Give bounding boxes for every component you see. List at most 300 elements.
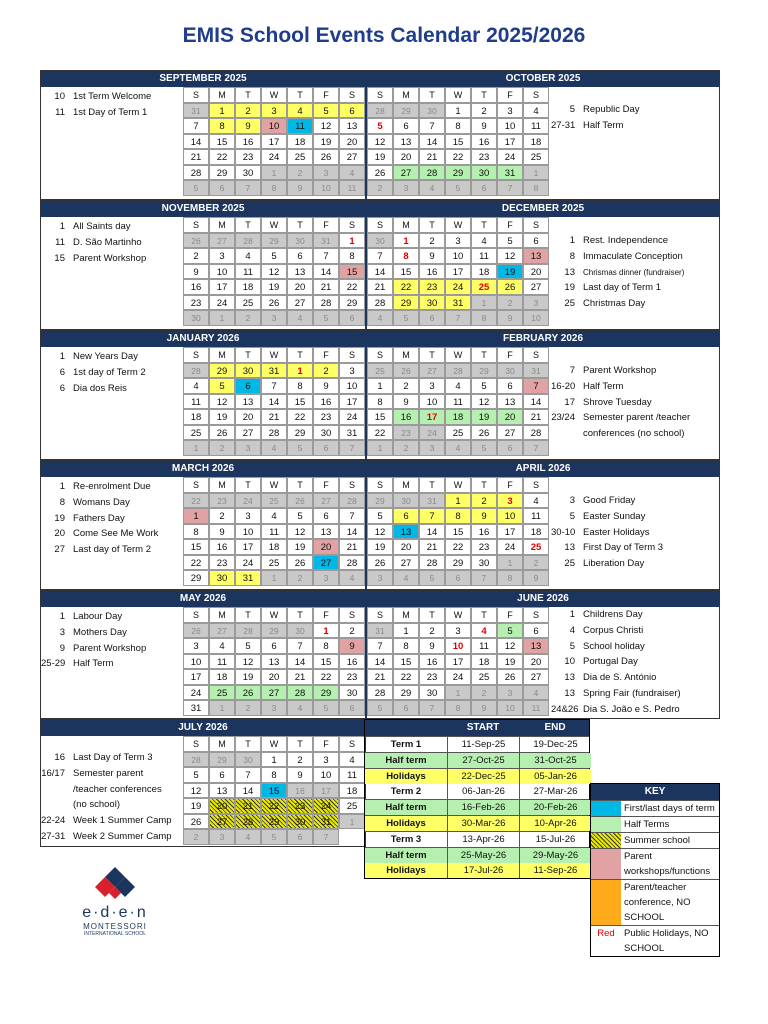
day-cell: 22 (445, 149, 471, 165)
day-cell: 28 (339, 555, 365, 571)
event-name: Fathers Day (73, 512, 125, 524)
day-cell: 9 (523, 570, 549, 586)
weekday-header: F (497, 477, 523, 493)
weekday-header: S (367, 607, 393, 623)
event-name: Week 1 Summer Camp (73, 815, 172, 826)
day-cell: 17 (497, 524, 523, 540)
event-name: Semester parent /teacher (583, 412, 691, 424)
event-date: 23/24 (551, 412, 575, 424)
day-cell: 4 (209, 638, 235, 654)
weekday-header: F (497, 87, 523, 103)
event-name: Womans Day (73, 496, 130, 508)
day-cell: 6 (339, 700, 365, 716)
term-start: 11-Sep-25 (447, 737, 519, 752)
day-cell: 7 (497, 180, 523, 196)
month-header: NOVEMBER 2025 (41, 201, 365, 217)
event-item (551, 540, 719, 556)
day-cell: 4 (183, 378, 209, 394)
term-label: Holidays (365, 769, 447, 784)
day-cell: 30 (419, 103, 445, 119)
day-cell: 3 (419, 440, 445, 456)
weekday-header: S (339, 217, 365, 233)
day-cell: 6 (261, 638, 287, 654)
key-item (591, 879, 719, 925)
day-cell: 5 (183, 767, 209, 783)
event-name: 1st Day of Term 1 (73, 106, 148, 118)
term-start: 30-Mar-26 (447, 816, 519, 831)
calendar-row-3 (40, 330, 720, 460)
day-cell: 9 (313, 378, 339, 394)
event-date: 15 (54, 252, 65, 264)
event-date: 7 (569, 365, 575, 376)
day-cell: 18 (183, 409, 209, 425)
day-cell: 26 (471, 425, 497, 441)
day-cell: 18 (523, 134, 549, 150)
day-cell: 8 (313, 638, 339, 654)
day-cell: 25 (445, 425, 471, 441)
day-cell: 26 (393, 363, 419, 379)
day-cell: 23 (339, 669, 365, 685)
month-header: MAY 2026 (41, 591, 365, 607)
day-cell: 17 (445, 264, 471, 280)
day-cell: 9 (183, 264, 209, 280)
day-cell: 6 (209, 767, 235, 783)
event-item (41, 381, 181, 397)
day-cell: 30 (183, 310, 209, 326)
term-row (365, 799, 589, 815)
day-cell: 24 (445, 279, 471, 295)
day-cell: 5 (235, 638, 261, 654)
day-cell: 10 (497, 700, 523, 716)
day-cell: 22 (209, 149, 235, 165)
day-cell: 24 (419, 425, 445, 441)
month-header: DECEMBER 2025 (367, 201, 719, 217)
event-date: 10 (564, 656, 575, 668)
day-cell: 26 (287, 493, 313, 509)
event-date: 6 (59, 382, 65, 394)
day-cell: 6 (523, 623, 549, 639)
event-name: Corpus Christi (583, 624, 644, 636)
day-cell: 22 (183, 493, 209, 509)
event-item (551, 639, 719, 655)
day-cell: 30 (419, 685, 445, 701)
day-cell: 1 (209, 310, 235, 326)
event-item (551, 556, 719, 572)
day-cell: 16 (471, 134, 497, 150)
day-cell: 16 (209, 539, 235, 555)
event-name: /teacher conferences (73, 783, 162, 795)
event-item (41, 609, 181, 625)
day-cell: 22 (183, 555, 209, 571)
day-cell: 20 (235, 409, 261, 425)
event-date: 19 (564, 282, 575, 294)
day-cell: 13 (523, 638, 549, 654)
day-cell: 11 (339, 767, 365, 783)
day-cell: 2 (183, 829, 209, 845)
day-cell: 3 (523, 295, 549, 311)
day-cell: 18 (209, 669, 235, 685)
day-cell: 25 (183, 425, 209, 441)
month-grid (183, 736, 365, 845)
month-grid (183, 477, 365, 586)
day-cell: 29 (287, 425, 313, 441)
event-name: New Years Day (73, 351, 138, 362)
key-item (591, 816, 719, 832)
weekday-header: F (313, 736, 339, 752)
day-cell: 16 (419, 264, 445, 280)
day-cell: 5 (445, 180, 471, 196)
day-cell: 30 (287, 233, 313, 249)
day-cell: 20 (209, 798, 235, 814)
event-item (41, 526, 181, 542)
day-cell: 11 (339, 180, 365, 196)
day-cell: 27 (313, 555, 339, 571)
weekday-header: M (209, 347, 235, 363)
day-cell: 2 (393, 440, 419, 456)
day-cell: 11 (523, 508, 549, 524)
day-cell: 30 (235, 752, 261, 768)
day-cell: 27 (209, 233, 235, 249)
logo-word: e·d·e·n (82, 904, 148, 921)
weekday-header: M (209, 87, 235, 103)
weekday-header: T (235, 347, 261, 363)
day-cell: 19 (497, 264, 523, 280)
day-cell: 30 (287, 623, 313, 639)
month-grid (367, 217, 549, 326)
event-name: Half Term (583, 380, 624, 392)
term-end: 31-Oct-25 (519, 753, 591, 768)
month-grid (183, 607, 365, 716)
day-cell: 26 (367, 165, 393, 181)
event-name: First Day of Term 3 (583, 542, 664, 554)
weekday-header: F (313, 477, 339, 493)
day-cell: 4 (419, 180, 445, 196)
day-cell: 17 (339, 394, 365, 410)
day-cell: 20 (497, 409, 523, 425)
day-cell: 11 (471, 248, 497, 264)
day-cell: 3 (209, 829, 235, 845)
day-cell: 19 (471, 409, 497, 425)
weekday-header: S (367, 477, 393, 493)
day-cell: 7 (313, 248, 339, 264)
weekday-header: M (393, 607, 419, 623)
term-row (365, 752, 589, 768)
day-cell: 4 (445, 440, 471, 456)
month-header: MARCH 2026 (41, 461, 365, 477)
day-cell: 16 (183, 279, 209, 295)
key-label: Summer school (624, 835, 690, 846)
day-cell: 4 (523, 103, 549, 119)
event-name: Rest. Independence (583, 235, 669, 246)
key-label: First/last days of term (624, 803, 715, 814)
event-name: Parent Workshop (73, 642, 147, 654)
day-cell: 25 (235, 295, 261, 311)
day-cell: 1 (183, 440, 209, 456)
day-cell: 1 (183, 508, 209, 524)
day-cell: 26 (235, 685, 261, 701)
day-cell: 1 (261, 570, 287, 586)
day-cell: 19 (497, 654, 523, 670)
day-cell: 4 (393, 570, 419, 586)
day-cell: 10 (497, 508, 523, 524)
day-cell: 18 (471, 264, 497, 280)
weekday-header: W (261, 736, 287, 752)
day-cell: 3 (235, 440, 261, 456)
day-cell: 5 (209, 378, 235, 394)
event-date: 5 (569, 104, 575, 115)
day-cell: 9 (471, 508, 497, 524)
day-cell: 17 (445, 654, 471, 670)
key-swatch: Red (597, 928, 615, 939)
day-cell: 29 (445, 555, 471, 571)
event-name: (no school) (73, 799, 120, 811)
day-cell: 27 (523, 279, 549, 295)
month-header: FEBRUARY 2026 (367, 331, 719, 347)
key-item (591, 925, 719, 956)
day-cell: 19 (287, 539, 313, 555)
day-cell: 2 (183, 248, 209, 264)
term-end: 20-Feb-26 (519, 800, 591, 815)
weekday-header: S (183, 217, 209, 233)
day-cell: 15 (339, 264, 365, 280)
day-cell: 23 (393, 425, 419, 441)
weekday-header: T (287, 87, 313, 103)
calendar-row-4 (40, 460, 720, 590)
day-cell: 5 (497, 233, 523, 249)
day-cell: 5 (261, 829, 287, 845)
day-cell: 4 (339, 752, 365, 768)
key-legend (590, 783, 720, 957)
day-cell: 3 (497, 493, 523, 509)
day-cell: 21 (313, 279, 339, 295)
day-cell: 8 (445, 118, 471, 134)
day-cell: 2 (313, 363, 339, 379)
day-cell: 2 (471, 685, 497, 701)
event-name: Dia de S. António (583, 672, 657, 683)
day-cell: 30 (471, 165, 497, 181)
day-cell: 27 (419, 363, 445, 379)
day-cell: 29 (445, 165, 471, 181)
weekday-header: M (393, 477, 419, 493)
day-cell: 15 (445, 524, 471, 540)
weekday-header: S (339, 87, 365, 103)
weekday-header: T (419, 477, 445, 493)
event-item (41, 782, 181, 798)
day-cell: 18 (445, 409, 471, 425)
day-cell: 15 (393, 654, 419, 670)
term-end: 29-May-26 (519, 848, 591, 863)
day-cell: 31 (419, 493, 445, 509)
day-cell: 3 (339, 363, 365, 379)
weekday-header: S (367, 217, 393, 233)
day-cell: 7 (419, 700, 445, 716)
event-item (41, 797, 181, 813)
event-date: 30-10 (551, 526, 576, 538)
day-cell: 3 (209, 248, 235, 264)
day-cell: 8 (339, 248, 365, 264)
day-cell: 31 (235, 570, 261, 586)
event-name: D. São Martinho (73, 236, 142, 248)
event-name: Immaculate Conception (583, 250, 683, 262)
term-row (365, 862, 589, 878)
events-list-sep (41, 89, 181, 121)
event-date: 16/17 (41, 767, 65, 779)
weekday-header: T (235, 607, 261, 623)
weekday-header: S (183, 347, 209, 363)
event-item (41, 251, 181, 267)
day-cell: 24 (497, 539, 523, 555)
day-cell: 7 (523, 378, 549, 394)
day-cell: 14 (339, 524, 365, 540)
day-cell: 25 (339, 798, 365, 814)
day-cell: 5 (261, 248, 287, 264)
day-cell: 13 (261, 654, 287, 670)
weekday-header: W (445, 87, 471, 103)
day-cell: 30 (393, 493, 419, 509)
day-cell: 5 (471, 440, 497, 456)
day-cell: 20 (523, 264, 549, 280)
day-cell: 1 (209, 700, 235, 716)
weekday-header: S (523, 347, 549, 363)
day-cell: 6 (209, 180, 235, 196)
month-header: APRIL 2026 (367, 461, 719, 477)
event-date: 5 (569, 510, 575, 522)
day-cell: 11 (261, 524, 287, 540)
weekday-header: W (445, 347, 471, 363)
weekday-header: M (209, 736, 235, 752)
day-cell: 13 (497, 394, 523, 410)
day-cell: 11 (287, 118, 313, 134)
weekday-header: W (445, 477, 471, 493)
day-cell: 6 (471, 180, 497, 196)
key-swatch (591, 801, 621, 816)
start-header: START (466, 722, 500, 733)
day-cell: 31 (313, 814, 339, 830)
day-cell: 25 (209, 685, 235, 701)
day-cell: 4 (287, 103, 313, 119)
day-cell: 31 (183, 103, 209, 119)
day-cell: 24 (497, 149, 523, 165)
weekday-header: W (261, 607, 287, 623)
event-date: 1 (59, 481, 65, 492)
term-start: 13-Apr-26 (447, 832, 519, 847)
day-cell: 9 (339, 638, 365, 654)
day-cell: 2 (209, 508, 235, 524)
event-date: 11 (55, 236, 65, 248)
weekday-header: T (471, 477, 497, 493)
day-cell: 10 (209, 264, 235, 280)
month-grid (367, 347, 549, 456)
day-cell: 28 (339, 493, 365, 509)
event-item (551, 509, 719, 525)
day-cell: 11 (445, 394, 471, 410)
weekday-header: S (523, 87, 549, 103)
day-cell: 29 (393, 295, 419, 311)
day-cell: 8 (445, 508, 471, 524)
day-cell: 10 (339, 378, 365, 394)
day-cell: 28 (367, 685, 393, 701)
day-cell: 15 (287, 394, 313, 410)
day-cell: 27 (339, 149, 365, 165)
day-cell: 27 (209, 814, 235, 830)
day-cell: 3 (313, 165, 339, 181)
day-cell: 11 (183, 394, 209, 410)
day-cell: 28 (367, 295, 393, 311)
weekday-header: S (339, 347, 365, 363)
day-cell: 3 (261, 310, 287, 326)
day-cell: 12 (235, 654, 261, 670)
day-cell: 9 (419, 248, 445, 264)
event-item (41, 105, 181, 121)
term-start: 25-May-26 (447, 848, 519, 863)
day-cell: 6 (393, 508, 419, 524)
month-header: JULY 2026 (41, 720, 365, 736)
weekday-header: F (313, 217, 339, 233)
weekday-header: M (393, 217, 419, 233)
month-grid (183, 347, 365, 456)
day-cell: 26 (367, 555, 393, 571)
event-name: Chrismas dinner (fundraiser) (583, 267, 685, 277)
day-cell: 7 (235, 767, 261, 783)
term-start: 16-Feb-26 (447, 800, 519, 815)
event-item (551, 249, 719, 265)
event-date: 25-29 (41, 658, 66, 670)
event-item (551, 379, 719, 395)
day-cell: 28 (445, 363, 471, 379)
day-cell: 17 (313, 783, 339, 799)
event-item (41, 235, 181, 251)
day-cell: 19 (313, 134, 339, 150)
day-cell: 6 (313, 440, 339, 456)
event-name: Week 2 Summer Camp (73, 830, 172, 842)
day-cell: 23 (313, 409, 339, 425)
day-cell: 5 (313, 700, 339, 716)
day-cell: 14 (419, 134, 445, 150)
day-cell: 17 (419, 409, 445, 425)
term-row (365, 736, 589, 752)
event-date: 22-24 (41, 815, 66, 826)
day-cell: 28 (419, 555, 445, 571)
day-cell: 22 (287, 409, 313, 425)
weekday-header: T (419, 87, 445, 103)
day-cell: 8 (497, 570, 523, 586)
month-grid (367, 477, 549, 586)
day-cell: 1 (445, 685, 471, 701)
day-cell: 15 (313, 654, 339, 670)
day-cell: 1 (471, 295, 497, 311)
day-cell: 18 (261, 539, 287, 555)
event-item (41, 813, 181, 829)
day-cell: 16 (419, 654, 445, 670)
day-cell: 26 (209, 425, 235, 441)
day-cell: 7 (419, 118, 445, 134)
events-list-jan (41, 349, 181, 396)
weekday-header: W (261, 217, 287, 233)
day-cell: 22 (393, 669, 419, 685)
day-cell: 26 (287, 555, 313, 571)
events-list-mar (41, 479, 181, 558)
day-cell: 4 (523, 493, 549, 509)
day-cell: 1 (339, 233, 365, 249)
day-cell: 1 (445, 493, 471, 509)
month-header: SEPTEMBER 2025 (41, 71, 365, 87)
day-cell: 28 (183, 165, 209, 181)
day-cell: 2 (287, 752, 313, 768)
weekday-header: W (261, 87, 287, 103)
day-cell: 8 (261, 180, 287, 196)
day-cell: 10 (419, 394, 445, 410)
day-cell: 8 (183, 524, 209, 540)
